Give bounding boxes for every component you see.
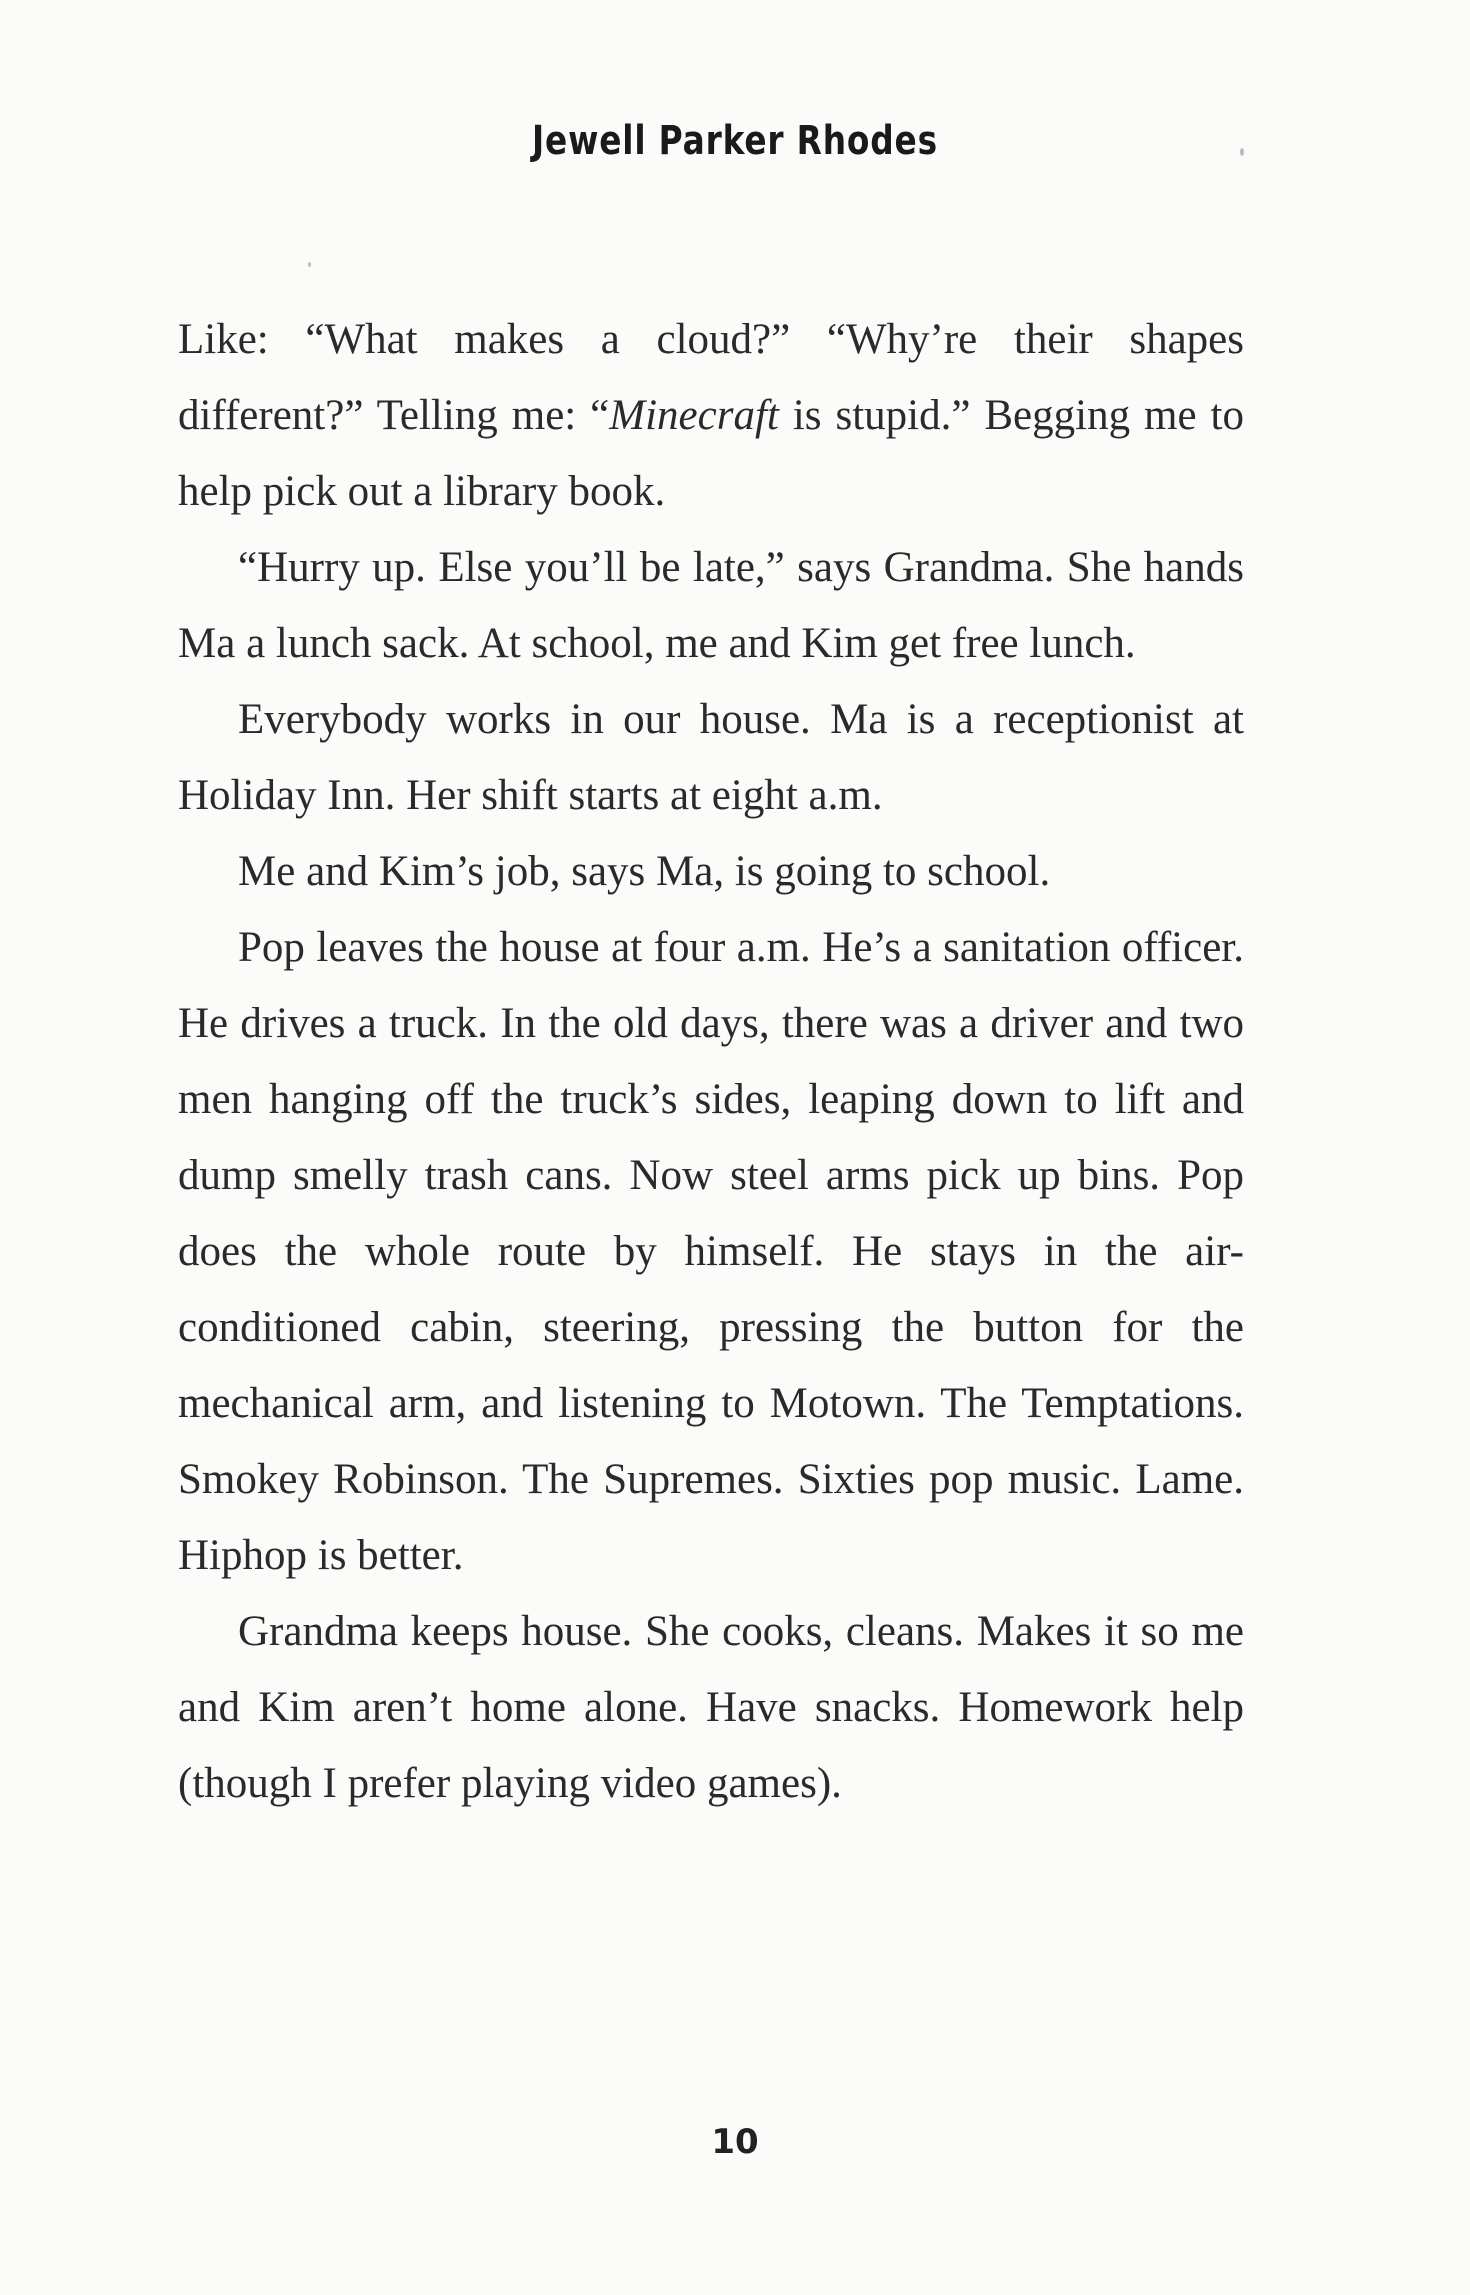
running-head: Jewell Parker Rhodes: [532, 118, 938, 164]
scan-speck: [308, 262, 311, 267]
page-number: 10: [711, 2122, 759, 2162]
book-title-minecraft: Minecraft: [609, 392, 779, 439]
paragraph-5: Pop leaves the house at four a.m. He’s a sanitation officer. He drives a truck. In the old days, there was a driver and two men hanging off the truck’s sides, leaping down to lift and dump smelly trash cans. Now steel arms pick up bins. Pop does the whole route by himself. He stays in the air-conditioned cabin, steering, pressing the button for the mechanical arm, and listening to Motown. The Temptations. Smokey Robinson. The Supremes. Sixties pop music. Lame. Hiphop is better.: [178, 924, 1244, 1579]
paragraph-6: Grandma keeps house. She cooks, cleans. Makes it so me and Kim aren’t home alone. Have snacks. Homework help (though I prefer playing video games).: [178, 1608, 1244, 1807]
paragraph-1-part-1: Like: “What makes a cloud?” “Why’re their shapes different?” Telling me: “: [178, 316, 1244, 439]
paragraph-1-part-3: is stupid.” Begging me to help pick out a library book.: [178, 392, 1244, 515]
paragraph-3: Everybody works in our house. Ma is a receptionist at Holiday Inn. Her shift starts at eight a.m.: [178, 696, 1244, 819]
paragraph-2: “Hurry up. Else you’ll be late,” says Grandma. She hands Ma a lunch sack. At school, me and Kim get free lunch.: [178, 544, 1244, 667]
scan-speck: [1240, 148, 1244, 156]
body-text: [178, 302, 1244, 1822]
paragraph-4: Me and Kim’s job, says Ma, is going to school.: [238, 848, 1051, 895]
paragraph-1: [178, 302, 1244, 530]
